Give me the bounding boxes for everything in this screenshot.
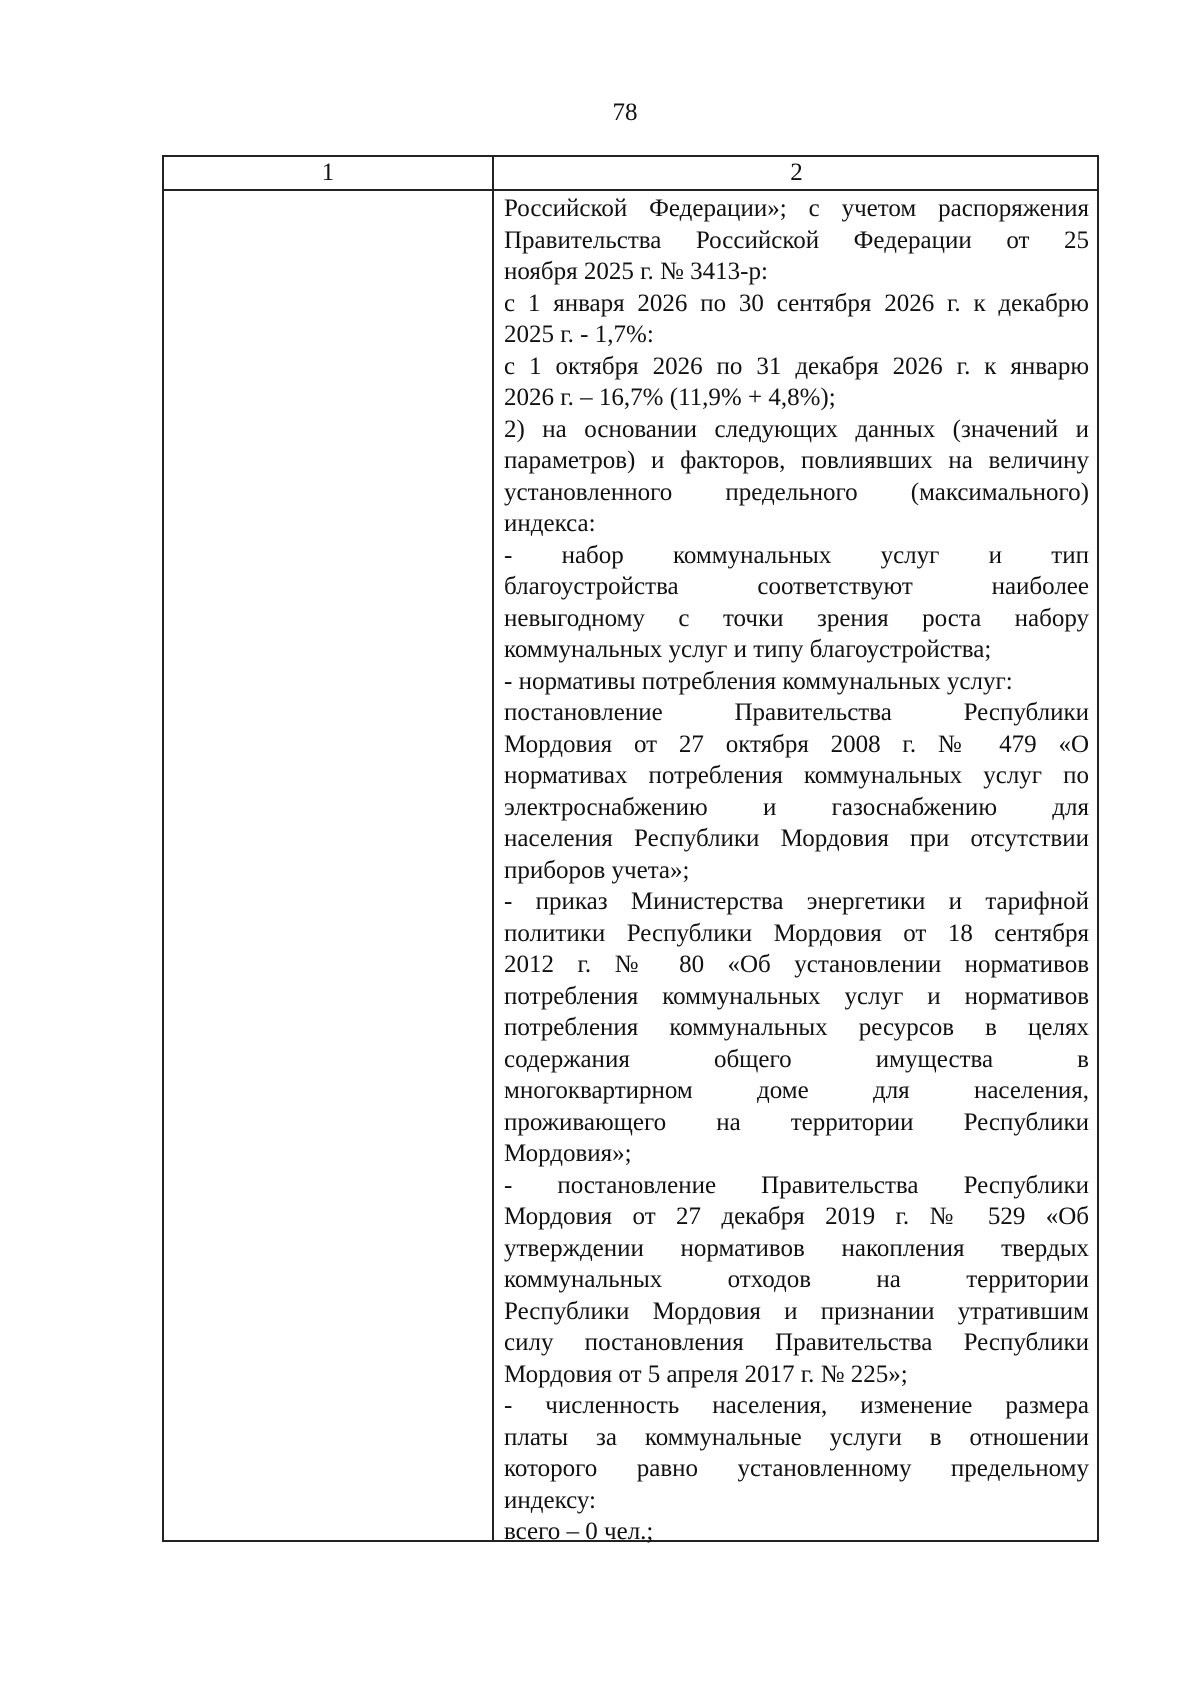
text-line: - постановление Правительства Республики xyxy=(504,1171,1089,1199)
text-line: всего – 0 чел.; xyxy=(504,1518,654,1545)
text-line: платы за коммунальные услуги в отношении xyxy=(504,1423,1089,1451)
text-line: Российской Федерации»; с учетом распоряжения xyxy=(504,195,1089,222)
column-header-2: 2 xyxy=(790,159,803,186)
text-line: индексу: xyxy=(504,1486,596,1514)
text-line: невыгодному с точки зрения роста набору xyxy=(504,604,1089,632)
page-number: 78 xyxy=(612,99,638,126)
text-line: потребления коммунальных услуг и нормативов xyxy=(504,982,1089,1010)
text-line: населения Республики Мордовия при отсутствии xyxy=(504,825,1089,852)
text-line: 2026 г. – 16,7% (11,9% + 4,8%); xyxy=(504,384,836,411)
text-line: нормативах потребления коммунальных услуг по xyxy=(504,762,1089,789)
text-line: 2025 г. - 1,7%: xyxy=(504,321,654,348)
text-line: - нормативы потребления коммунальных услуг: xyxy=(504,667,1013,695)
text-line: Мордовия от 27 октября 2008 г. № 479 «О xyxy=(504,730,1089,758)
text-line: Правительства Российской Федерации от 25 xyxy=(504,226,1089,254)
document-table xyxy=(162,155,1099,1545)
text-line: с 1 января 2026 по 30 сентября 2026 г. к декабрю xyxy=(504,289,1089,317)
column-divider xyxy=(492,157,494,1540)
text-line: ноября 2025 г. № 3413-р: xyxy=(504,258,768,285)
text-line: - набор коммунальных услуг и тип xyxy=(504,541,1089,569)
table-cell-column-2 xyxy=(504,193,1089,1548)
text-line: с 1 октября 2026 по 31 декабря 2026 г. к январю xyxy=(504,352,1089,380)
text-line: - численность населения, изменение размера xyxy=(504,1392,1089,1419)
text-line: политики Республики Мордовия от 18 сентября xyxy=(504,919,1089,947)
text-line: содержания общего имущества в xyxy=(504,1045,1089,1073)
text-line: коммунальных услуг и типу благоустройства; xyxy=(504,636,992,663)
text-line: утверждении нормативов накопления твердых xyxy=(504,1234,1089,1262)
text-line: электроснабжению и газоснабжению для xyxy=(504,793,1089,821)
column-header-1: 1 xyxy=(321,159,335,186)
text-line: потребления коммунальных ресурсов в целях xyxy=(504,1014,1089,1041)
table-header-row xyxy=(164,157,1097,191)
text-line: Мордовия от 5 апреля 2017 г. № 225»; xyxy=(504,1360,908,1388)
text-line: параметров) и факторов, повлиявших на величину xyxy=(504,447,1089,474)
text-line: проживающего на территории Республики xyxy=(504,1108,1089,1136)
text-line: многоквартирном доме для населения, xyxy=(504,1077,1089,1104)
text-line: Мордовия от 27 декабря 2019 г. № 529 «Об xyxy=(504,1203,1089,1230)
text-line: 2012 г. № 80 «Об установлении нормативов xyxy=(504,951,1089,978)
text-line: 2) на основании следующих данных (значений и xyxy=(504,415,1089,443)
text-line: Мордовия»; xyxy=(504,1140,632,1167)
text-line: индекса: xyxy=(504,510,596,537)
text-line: благоустройства соответствуют наиболее xyxy=(504,573,1089,600)
text-line: коммунальных отходов на территории xyxy=(504,1266,1089,1293)
text-line: Республики Мордовия и признании утратившим xyxy=(504,1297,1089,1325)
text-line: постановление Правительства Республики xyxy=(504,699,1089,726)
text-line: которого равно установленному предельному xyxy=(504,1455,1089,1482)
text-line: силу постановления Правительства Республики xyxy=(504,1329,1089,1356)
text-line: - приказ Министерства энергетики и тарифной xyxy=(504,888,1089,915)
text-line: приборов учета»; xyxy=(504,856,690,884)
text-line: установленного предельного (максимального) xyxy=(504,478,1089,506)
